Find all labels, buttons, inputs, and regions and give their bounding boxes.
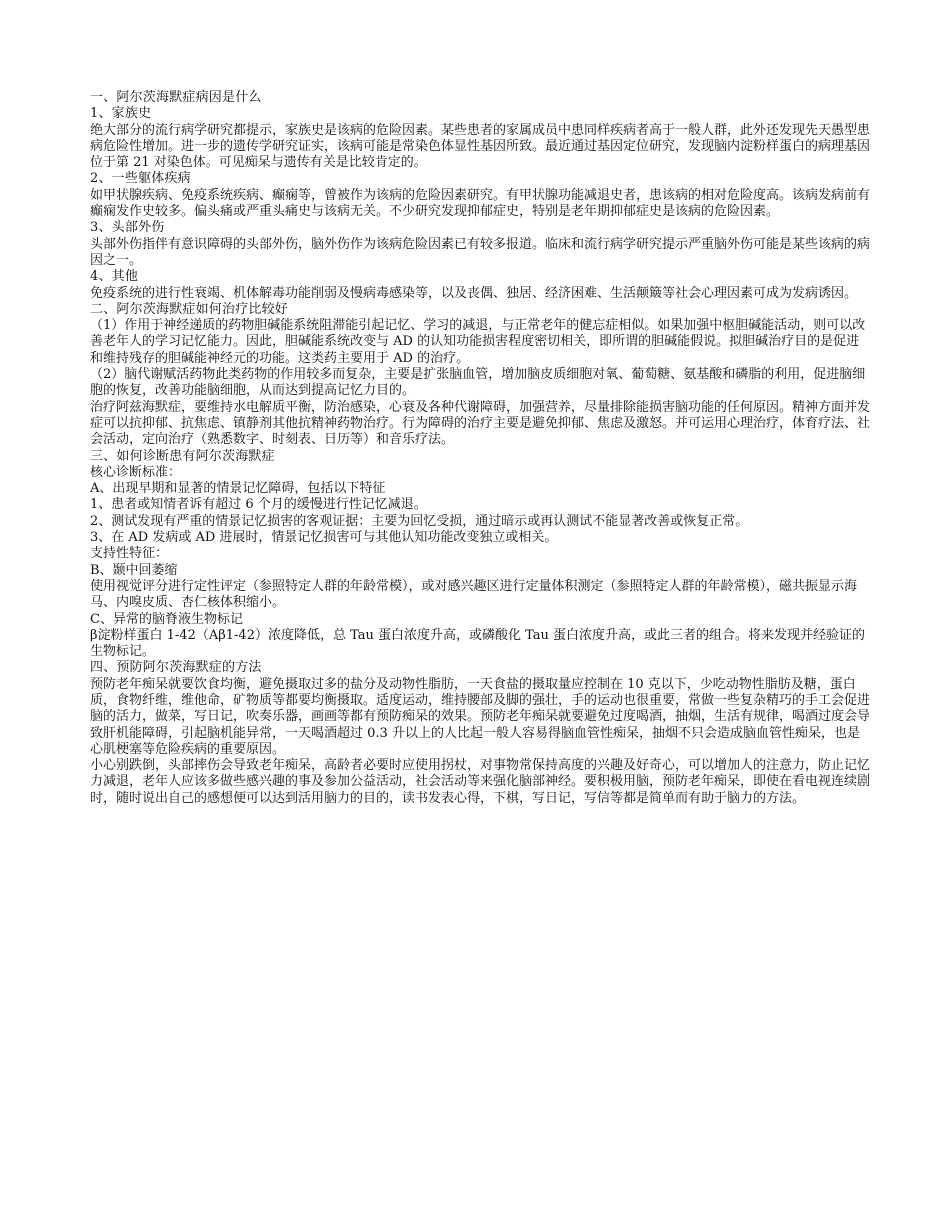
section-heading-1: 一、阿尔茨海默症病因是什么 <box>90 90 262 105</box>
paragraph-head-injury: 头部外伤指伴有意识障碍的头部外伤，脑外伤作为该病危险因素已有较多报道。临床和流行病学研究提示严重脑外伤可能是某些该病的病因之一。 <box>90 236 871 268</box>
paragraph-physical-diseases: 如甲状腺疾病、免疫系统疾病、癫痫等，曾被作为该病的危险因素研究。有甲状腺功能减退史者，患该病的相对危险度高。该病发病前有癫痫发作史较多。偏头痛或严重头痛史与该病无关。不少研究发现抑郁症史，特别是老年期抑郁症史是该病的危险因素。 <box>90 187 871 220</box>
section-heading-2: 二、阿尔茨海默症如何治疗比较好 <box>90 301 289 317</box>
section-heading-3: 三、如何诊断患有阿尔茨海默症 <box>90 448 275 464</box>
paragraph-prevention-2: 小心别跌倒，头部摔伤会导致老年痴呆，高龄者必要时应使用拐杖，对事物常保持高度的兴趣及好奇心，可以增加人的注意力，防止记忆力减退，老年人应该多做些感兴趣的事及参加公益活动，社会活动等来强化脑部神经。要积极用脑，预防老年痴呆，即使在看电视连续剧时，随时说出自己的感想便可以达到活用脑力的目的，读书发表心得，下棋，写日记，写信等都是简单而有助于脑力的方法。 <box>90 758 871 806</box>
criterion-a: A、出现早期和显著的情景记忆障碍，包括以下特征 <box>90 481 386 497</box>
criterion-c: C、异常的脑脊液生物标记 <box>90 611 243 627</box>
criterion-a-item-1: 1、患者或知情者诉有超过 6 个月的缓慢进行性记忆减退。 <box>90 497 427 513</box>
supporting-features-label: 支持性特征： <box>90 546 169 562</box>
paragraph-criterion-b: 使用视觉评分进行定性评定（参照特定人群的年龄常模），或对感兴趣区进行定量体积测定（参照特定人群的年龄常模），磁共振显示海马、内嗅皮质、杏仁核体积缩小。 <box>90 578 858 611</box>
document-body <box>90 90 870 807</box>
section-heading-4: 四、预防阿尔茨海默症的方法 <box>90 660 262 676</box>
paragraph-treatment-3: 治疗阿兹海默症，要维持水电解质平衡，防治感染，心衰及各种代谢障碍，加强营养，尽量排除能损害脑功能的任何原因。精神方面并发症可以抗抑郁、抗焦虑、镇静剂其他抗精神药物治疗。行为障碍的治疗主要是避免抑郁、焦虑及激怒。并可运用心理治疗，体育疗法、社会活动，定向治疗（熟悉数字、时刻表、日历等）和音乐疗法。 <box>90 399 871 448</box>
subheading-physical-diseases: 2、一些躯体疾病 <box>90 171 191 187</box>
paragraph-treatment-2: （2）脑代谢赋活药物此类药物的作用较多而复杂，主要是扩张脑血管，增加脑皮质细胞对氧、葡萄糖、氨基酸和磷脂的利用，促进脑细胞的恢复，改善功能脑细胞，从而达到提高记忆力目的。 <box>90 367 866 399</box>
subheading-head-injury: 3、头部外伤 <box>90 220 165 236</box>
criterion-a-item-3: 3、在 AD 发病或 AD 进展时，情景记忆损害可与其他认知功能改变独立或相关。 <box>90 530 558 546</box>
paragraph-other: 免疫系统的进行性衰竭、机体解毒功能削弱及慢病毒感染等，以及丧偶、独居、经济困难、生活颠簸等社会心理因素可成为发病诱因。 <box>90 285 858 301</box>
criterion-b: B、颞中回萎缩 <box>90 562 178 578</box>
criterion-a-item-2: 2、测试发现有严重的情景记忆损害的客观证据：主要为回忆受损，通过暗示或再认测试不能显著改善或恢复正常。 <box>90 513 749 529</box>
paragraph-family-history: 绝大部分的流行病学研究都提示，家族史是该病的危险因素。某些患者的家属成员中患同样疾病者高于一般人群，此外还发现先天愚型患病危险性增加。进一步的遗传学研究证实，该病可能是常染色体显性基因所致。最近通过基因定位研究，发现脑内淀粉样蛋白的病理基因位于第 21 对染色体。可见痴呆与遗传有关是比较肯定的。 <box>90 122 871 171</box>
paragraph-criterion-c: β淀粉样蛋白 1-42（Aβ1-42）浓度降低，总 Tau 蛋白浓度升高，或磷酸化 Tau 蛋白浓度升高，或此三者的组合。将来发现并经验证的生物标记。 <box>90 627 866 660</box>
core-criteria-label: 核心诊断标准： <box>90 464 182 480</box>
subheading-other: 4、其他 <box>90 269 139 285</box>
paragraph-treatment-1: （1）作用于神经递质的药物胆碱能系统阻滞能引起记忆、学习的减退，与正常老年的健忘症相似。如果加强中枢胆碱能活动，则可以改善老年人的学习记忆能力。因此，胆碱能系统改变与 AD 的认知功能损害程度密切相关，即所谓的胆碱能假说。拟胆碱治疗目的是促进和维持残存的胆碱能神经元的功能。这类药主要用于 AD 的治疗。 <box>90 318 866 366</box>
subheading-family-history: 1、家族史 <box>90 106 152 122</box>
paragraph-prevention-1: 预防老年痴呆就要饮食均衡，避免摄取过多的盐分及动物性脂肪，一天食盐的摄取量应控制在 10 克以下，少吃动物性脂肪及糖，蛋白质，食物纤维，维他命，矿物质等都要均衡摄取。适度运动，维持腰部及脚的强壮，手的运动也很重要，常做一些复杂精巧的手工会促进脑的活力，做菜，写日记，吹奏乐器，画画等都有预防痴呆的效果。预防老年痴呆就要避免过度喝酒，抽烟，生活有规律，喝酒过度会导致肝机能障碍，引起脑机能异常，一天喝酒超过 0.3 升以上的人比起一般人容易得脑血管性痴呆，抽烟不只会造成脑血管性痴呆，也是心肌梗塞等危险疾病的重要原因。 <box>90 676 871 757</box>
